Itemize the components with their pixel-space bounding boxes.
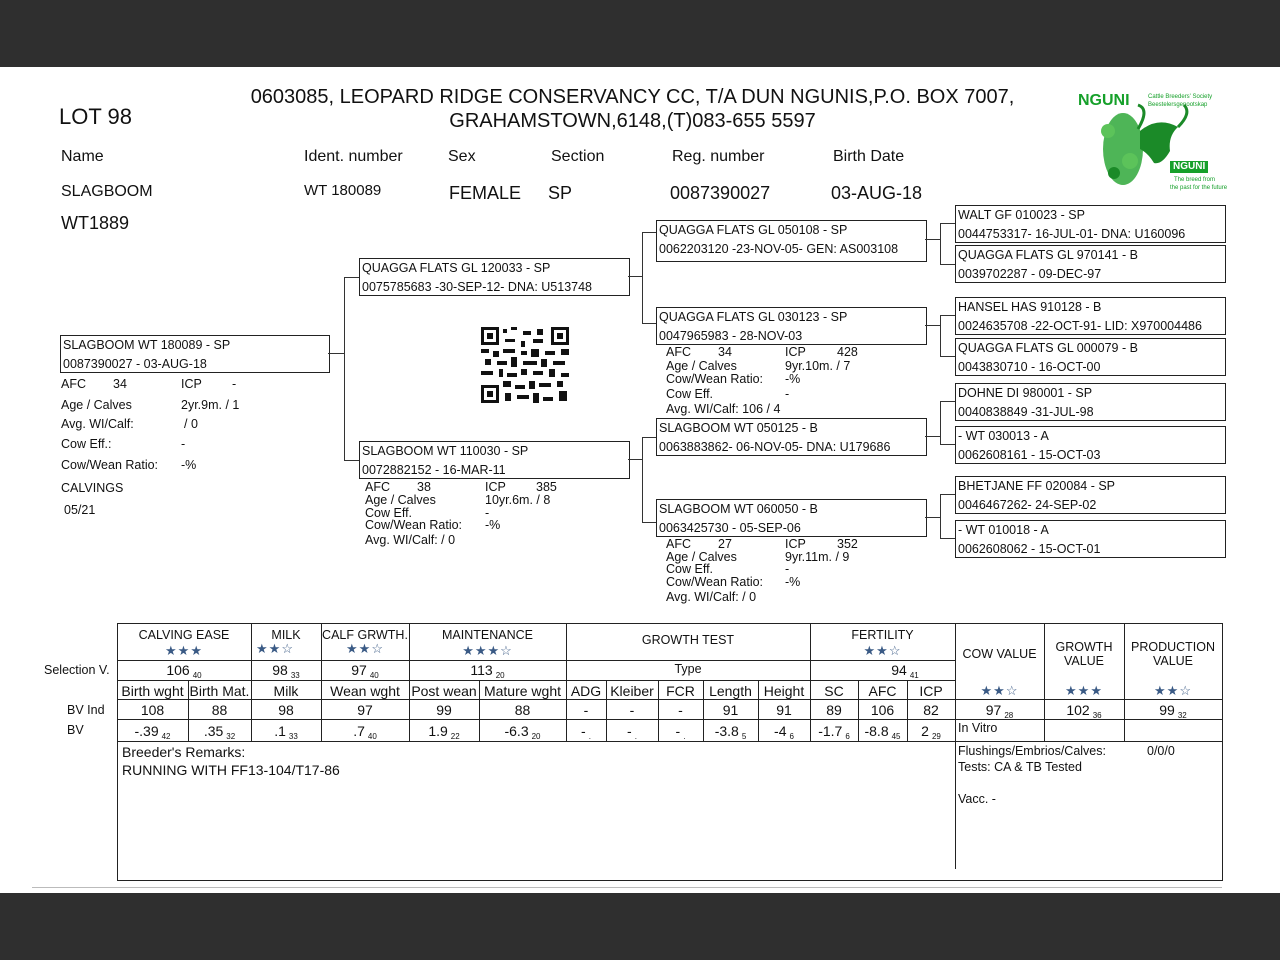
bv-ind-cell-6: - xyxy=(583,702,589,718)
pedigree-g3-8: - WT 010018 - A 0062608062 - 15-OCT-01 xyxy=(955,520,1226,558)
cow-value-header: COW VALUE xyxy=(962,647,1037,661)
fertility-header: FERTILITY xyxy=(851,628,914,642)
bv-cell-6: - $_.$ xyxy=(581,723,591,741)
bv-ind-cell-7: - xyxy=(629,702,635,718)
pedigree-g3-5: DOHNE DI 980001 - SP 0040838849 -31-JUL-98 xyxy=(955,383,1226,421)
vacc-text: Vacc. - xyxy=(958,792,996,806)
pedigree-g3-4: QUAGGA FLATS GL 000079 - B 0043830710 - 16-OCT-00 xyxy=(955,338,1226,376)
bv-ind-label: BV Ind xyxy=(67,703,105,717)
bv-cell-10: -4 $_6$ xyxy=(774,723,794,741)
selection-label: Selection V. xyxy=(44,663,110,677)
calf-growth-header: CALF GRWTH. xyxy=(322,628,408,642)
column-header-7: Kleiber xyxy=(610,683,654,699)
bv-cell-0: -.39 $_{42}$ xyxy=(134,723,171,741)
bv-ind-cell-3: 97 xyxy=(357,702,373,718)
pedigree-sire-dam: QUAGGA FLATS GL 030123 - SP 0047965983 - 28-NOV-03 xyxy=(656,307,927,345)
type-label: Type xyxy=(674,662,702,676)
cow-value-stars-icon: ★★☆ xyxy=(980,683,1019,698)
column-header-10: Height xyxy=(763,683,805,699)
pedigree-g3-6: - WT 030013 - A 0062608161 - 15-OCT-03 xyxy=(955,426,1226,464)
calving-ease-header: CALVING EASE xyxy=(138,628,230,642)
bv-cell-11: -1.7 $_6$ xyxy=(818,723,850,741)
birth-label: Birth Date xyxy=(833,148,905,165)
column-header-11: SC xyxy=(824,683,844,699)
sex-label: Sex xyxy=(448,148,476,165)
remarks-label: Breeder's Remarks: xyxy=(122,744,246,760)
column-header-5: Mature wght xyxy=(483,683,562,699)
sel-maintenance: 113 $_{20}$ xyxy=(470,662,505,680)
breeder-line-1: 0603085, LEOPARD RIDGE CONSERVANCY CC, T/A DUN NGUNIS,P.O. BOX 7007, xyxy=(250,86,1015,108)
column-header-0: Birth wght xyxy=(121,683,184,699)
growth-value-stars-icon: ★★★ xyxy=(1065,683,1103,698)
calf-stars-icon: ★★☆ xyxy=(346,641,384,656)
sel-fertility: 94 $_{41}$ xyxy=(891,662,919,680)
bv-ind-cell-2: 98 xyxy=(278,702,294,718)
remarks-text: RUNNING WITH FF13-104/T17-86 xyxy=(122,762,340,778)
sex-value: FEMALE xyxy=(449,183,522,203)
reg-number: 0087390027 xyxy=(670,183,771,203)
section-value: SP xyxy=(548,183,573,203)
bv-ind-cell-9: 91 xyxy=(722,702,739,718)
bv-ind-cell-8: - xyxy=(678,702,683,718)
animal-name: SLAGBOOM xyxy=(61,183,153,200)
bv-ind-cell-10: 91 xyxy=(776,702,792,718)
pedigree-dam-dam: SLAGBOOM WT 060050 - B 0063425730 - 05-SEP-06 xyxy=(656,499,927,537)
bv-cell-8: - $_.$ xyxy=(675,723,686,741)
bv-label: BV xyxy=(67,723,84,737)
catalogue-page: LOT 98 0603085, LEOPARD RIDGE CONSERVANCY CC, T/A DUN NGUNIS,P.O. BOX 7007, GRAHAMSTOWN,6148,(T)083-655 5597 NGUNI Cattle Breeders' Society Beestelersgenootskap NGUNI The breed from the past for the future Name Ident. number Sex Section Reg. number Birth Date SLAGBOOM WT 180089 FEMALE SP 0087390027 03-AUG-18 WT1889 SLAGBOOM WT 180089 - SP 0087390027 - 03-AUG-18 AFC 34 ICP - Age / Calves 2yr.9m. / 1 Avg. WI/Calf: / 0 Cow Eff.: - Cow/Wean Ratio: -% CALVINGS 05/21 QUAGGA FLATS GL 120033 - SP 0075785683 -30-SEP-12- DNA: U513748 SLAGBOOM WT 110030 - SP 0072882152 - 16-MAR-11 AFC 38 ICP 385 Age / Calves 10yr.6m. / 8 Cow Eff. - Cow/Wean Ratio: -% Avg. WI/Calf: / 0 QUAGGA FLATS GL 050108 - SP 0062203120 -23-NOV-05- GEN: AS003108 QUAGGA FLATS GL 030123 - SP 0047965983 - 28-NOV-03 AFC 34 ICP 428 Age / Calves 9yr.10m. / 7 Cow/Wean Ratio: -% Cow Eff. - Avg. WI/Calf: 106 / 4 SLAGBOOM WT 050125 - B 0063883862- 06-NOV-05- DNA: U179686 SLAGBOOM WT 060050 - B 0063425730 - 05-SEP-06 AFC 27 ICP 352 Age / Calves 9yr.11m. / 9 Cow Eff. - Cow/Wean Ratio: -% Avg. WI/Calf: / 0 WALT GF 010023 - SP 0044753317- 16-JUL-01- DNA: U160096 QUAGGA FLATS GL 970141 - B 0039702287 - 09-DEC-97 HANSEL HAS 910128 - B 0024635708 -22-OCT-91- LID: X970004486 QUAGGA FLATS GL 000079 - B 0043830710 - 16-OCT-00 DOHNE DI 980001 - SP 0040838849 -31-JUL-98 - WT 030013 - A 0062608161 - 15-OCT-03 BHETJANE FF 020084 - SP 0046467262- 24-SEP-02 - WT 010018 - A 0062608062 - 15-OCT-01 Selection V. BV Ind BV CALVING EASE ★★★ MILK ★★☆ CALF GRWTH. ★★☆ MAINTENANCE ★★★☆ GROWTH TEST FERTILITY ★★☆ COW VALUE GROWTH VALUE PRODUCTION VALUE 106 $_{40}$ 98 $_{33}$ 97 $_{40}$ 113 $_{20}$ Type 94 $_{41}$ Birth wght Birth Mat. Milk Wean wght Post wean Mature wght ADG Kleiber FCR Length Height SC AFC ICP 108 88 98 97 99 88 - - - 91 91 89 106 82 -.39 $_{42}$ .35 $_{32}$ .1 $_{33}$ .7 $_{40}$ 1.9 $_{22}$ -6.3 $_{20}$ - $_.$ - $_.$ - $_.$ -3.8 $_5$ -4 $_6$ -1.7 $_6$ -8.8 $_{45}$ 2 $_{29}$ ★★☆ ★★★ ★★☆ 97 $_{28}$ 102 $_{36}$ 99 $_{32}$ In Vitro Breeder's Remarks: RUNNING WITH FF13-104/T17-86 Flushings/Embrios/Calves: 0/0/0 Tests: CA & TB Tested Vacc. - xyxy=(0,67,1280,893)
flushings-label: Flushings/Embrios/Calves: xyxy=(958,744,1106,758)
bv-cell-2: .1 $_{33}$ xyxy=(274,723,298,741)
in-vitro-label: In Vitro xyxy=(958,721,998,735)
column-header-3: Wean wght xyxy=(330,683,400,699)
maintenance-stars-icon: ★★★☆ xyxy=(462,643,513,658)
evaluation-table: CALVING EASE ★★★ MILK ★★☆ CALF GRWTH. ★★☆ MAINTENANCE ★★★☆ GROWTH TEST FERTILITY ★★☆ COW VALUE GROWTH VALUE PRODUCTION VALUE 106 $_{40}$ 98 $_{33}$ 97 $_{40}$ 113 $_{20}$ Type 94 $_{41}$ Birth wght Birth Mat. Milk Wean wght Post wean Mature wght ADG Kleiber FCR Length Height SC AFC ICP 108 88 98 97 99 88 - - - 91 91 89 106 82 -.39 $_{42}$ .35 $_{32}$ .1 $_{33}$ .7 $_{40}$ 1.9 $_{22}$ -6.3 $_{20}$ - $_.$ - $_.$ - $_.$ -3.8 $_5$ -4 $_6$ -1.7 $_6$ -8.8 $_{45}$ 2 $_{29}$ ★★☆ ★★★ ★★☆ 97 $_{28}$ 102 $_{36}$ 99 $_{32}$ In Vitro Breeder's Remarks: RUNNING WITH FF13-104/T17-86 Flushings/Embrios/Calves: 0/0/0 Tests: CA & TB Tested Vacc. - xyxy=(117,623,1223,881)
bv-cell-4: 1.9 $_{22}$ xyxy=(428,723,460,741)
calvings-label: CALVINGS xyxy=(61,481,124,495)
ident-number: WT 180089 xyxy=(304,182,382,199)
bv-ind-cell-0: 108 xyxy=(140,702,165,718)
bv-ind-cell-12: 106 xyxy=(870,702,895,718)
bv-cell-12: -8.8 $_{45}$ xyxy=(864,723,901,741)
milk-stars-icon: ★★☆ xyxy=(256,641,294,656)
sel-milk: 98 $_{33}$ xyxy=(272,662,300,680)
column-header-12: AFC xyxy=(868,683,897,699)
pedigree-g3-7: BHETJANE FF 020084 - SP 0046467262- 24-SEP-02 xyxy=(955,476,1226,514)
milk-header: MILK xyxy=(271,628,301,642)
column-header-9: Length xyxy=(709,683,752,699)
birth-date: 03-AUG-18 xyxy=(831,183,923,203)
pedigree-self: SLAGBOOM WT 180089 - SP 0087390027 - 03-AUG-18 xyxy=(60,335,330,373)
production-value: 99 $_{32}$ xyxy=(1159,702,1187,720)
section-label: Section xyxy=(551,148,605,165)
growth-test-header: GROWTH TEST xyxy=(641,633,735,647)
fertility-stars-icon: ★★☆ xyxy=(863,643,902,658)
prod-value-stars-icon: ★★☆ xyxy=(1154,683,1192,698)
maintenance-header: MAINTENANCE xyxy=(442,628,533,642)
bv-ind-cell-5: 88 xyxy=(514,702,531,718)
bv-cell-13: 2 $_{29}$ xyxy=(921,723,941,741)
footer-divider xyxy=(32,887,1222,888)
bv-cell-9: -3.8 $_5$ xyxy=(714,723,747,741)
bv-cell-5: -6.3 $_{20}$ xyxy=(504,723,541,741)
calving-stars-icon: ★★★ xyxy=(165,643,203,658)
bv-cell-1: .35 $_{32}$ xyxy=(203,723,236,741)
lot-number: LOT 98 xyxy=(59,104,132,129)
column-header-1: Birth Mat. xyxy=(189,683,250,699)
bv-ind-cell-11: 89 xyxy=(826,702,842,718)
column-header-2: Milk xyxy=(273,683,299,699)
bv-cell-3: .7 $_{40}$ xyxy=(353,723,377,741)
sel-calf: 97 $_{40}$ xyxy=(351,662,379,680)
name-label: Name xyxy=(61,148,104,165)
pedigree-g3-2: QUAGGA FLATS GL 970141 - B 0039702287 - 09-DEC-97 xyxy=(955,245,1226,283)
pedigree-dam-sire: SLAGBOOM WT 050125 - B 0063883862- 06-NOV-05- DNA: U179686 xyxy=(656,418,927,456)
pedigree-sire: QUAGGA FLATS GL 120033 - SP 0075785683 -30-SEP-12- DNA: U513748 xyxy=(359,258,630,296)
animal-tag: WT1889 xyxy=(61,213,130,233)
ident-label: Ident. number xyxy=(304,148,403,165)
pedigree-dam: SLAGBOOM WT 110030 - SP 0072882152 - 16-MAR-11 xyxy=(359,441,630,479)
column-header-13: ICP xyxy=(919,683,943,699)
bv-cell-7: - $_.$ xyxy=(627,723,637,741)
breeder-line-2: GRAHAMSTOWN,6148,(T)083-655 5597 xyxy=(449,110,816,132)
calvings-value: 05/21 xyxy=(64,503,96,517)
reg-label: Reg. number xyxy=(672,148,765,165)
bv-ind-cell-1: 88 xyxy=(211,702,228,718)
nguni-logo: NGUNI Cattle Breeders' Society Beestelersgenootskap NGUNI The breed from the past for the future xyxy=(1078,91,1218,197)
pedigree-g3-3: HANSEL HAS 910128 - B 0024635708 -22-OCT-91- LID: X970004486 xyxy=(955,297,1226,335)
column-header-8: FCR xyxy=(666,683,695,699)
pedigree-g3-1: WALT GF 010023 - SP 0044753317- 16-JUL-01- DNA: U160096 xyxy=(955,205,1226,243)
sel-calving: 106 $_{40}$ xyxy=(166,662,202,680)
column-header-4: Post wean xyxy=(411,683,477,699)
tests-text: Tests: CA & TB Tested xyxy=(958,760,1082,774)
bv-ind-cell-4: 99 xyxy=(436,702,452,718)
bv-ind-cell-13: 82 xyxy=(923,702,939,718)
pedigree-sire-sire: QUAGGA FLATS GL 050108 - SP 0062203120 -23-NOV-05- GEN: AS003108 xyxy=(656,220,927,262)
growth-value: 102 $_{36}$ xyxy=(1066,702,1102,720)
column-header-6: ADG xyxy=(570,683,602,699)
flushings-value: 0/0/0 xyxy=(1147,744,1175,758)
cow-value: 97 $_{28}$ xyxy=(985,702,1014,720)
qr-code xyxy=(481,327,569,403)
